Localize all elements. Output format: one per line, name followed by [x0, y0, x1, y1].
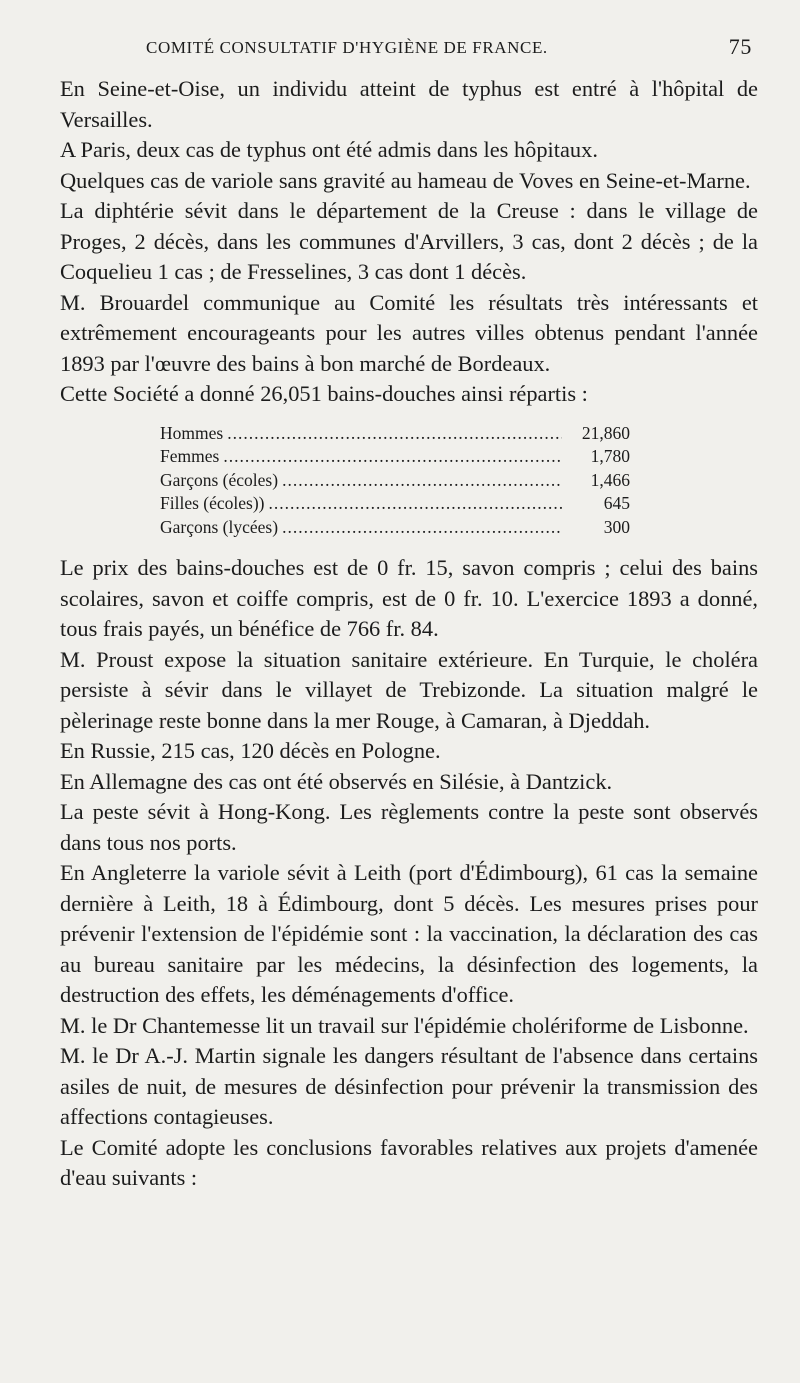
- paragraph: M. Proust expose la situation sanitaire extérieure. En Turquie, le choléra persiste à sévir dans le villayet de Trebizonde. La situation malgré le pèlerinage reste bonne dans la mer Rouge, à Camaran, à Djeddah.: [60, 646, 758, 733]
- paragraph: Le prix des bains-douches est de 0 fr. 15, savon compris ; celui des bains scolaires, savon et coiffe compris, est de 0 fr. 10. L'exercice 1893 a donné, tous frais payés, un bénéfice de 766 fr. 84.: [60, 555, 758, 641]
- row-label: Garçons (écoles): [160, 469, 279, 490]
- paragraph: En Allemagne des cas ont été observés en Silésie, à Dantzick.: [60, 768, 613, 794]
- row-label: Hommes: [160, 422, 224, 443]
- table-row: [160, 492, 630, 516]
- header-title: COMITÉ CONSULTATIF D'HYGIÈNE DE FRANCE.: [146, 38, 548, 57]
- table-row: [160, 516, 630, 540]
- paragraph: M. Brouardel communique au Comité les résultats très intéressants et extrêmement encourageants pour les autres villes obtenus pendant l'année 1893 par l'œuvre des bains à bon marché de Bordeaux.: [60, 289, 758, 376]
- row-value: 1,466: [590, 469, 630, 490]
- dot-leader: [282, 516, 562, 540]
- table-row: [160, 445, 630, 469]
- row-value: 645: [603, 493, 630, 513]
- row-label: Garçons (lycées): [160, 516, 279, 537]
- paragraph: A Paris, deux cas de typhus ont été admis dans les hôpitaux.: [60, 137, 598, 162]
- dot-leader: [282, 469, 562, 493]
- paragraph: La diphtérie sévit dans le département de la Creuse : dans le village de Proges, 2 décès, dans les communes d'Arvillers, 3 cas, dont 2 décès ; de la Coquelieu 1 cas ; de Fresselines, 3 cas dont 1 décès.: [60, 198, 758, 284]
- table-row: [160, 469, 630, 493]
- dot-leader: [223, 445, 562, 469]
- paragraph: M. le Dr A.-J. Martin signale les dangers résultant de l'absence dans certains asiles de nuit, de mesures de désinfection pour prévenir la transmission des affections contagieuses.: [60, 1043, 758, 1129]
- paragraph: Le Comité adopte les conclusions favorables relatives aux projets d'amenée d'eau suivants :: [60, 1134, 758, 1190]
- paragraph: Cette Société a donné 26,051 bains-douches ainsi répartis :: [60, 381, 588, 406]
- row-value: 1,780: [590, 446, 630, 466]
- row-label: Filles (écoles)): [160, 493, 265, 513]
- dot-leader: [227, 422, 562, 446]
- dot-leader: [268, 492, 562, 516]
- row-label: Femmes: [160, 446, 220, 466]
- paragraph: En Russie, 215 cas, 120 décès en Pologne.: [60, 738, 441, 763]
- row-value: 300: [603, 516, 630, 537]
- running-header: [60, 32, 758, 74]
- paragraph: Quelques cas de variole sans gravité au hameau de Voves en Seine-et-Marne.: [60, 167, 751, 193]
- page-number: 75: [728, 34, 752, 59]
- baths-distribution-table: [160, 422, 630, 540]
- paragraph: La peste sévit à Hong-Kong. Les règlements contre la peste sont observés dans tous nos ports.: [60, 799, 758, 855]
- paragraph: M. le Dr Chantemesse lit un travail sur l'épidémie cholériforme de Lisbonne.: [60, 1012, 749, 1038]
- table-row: [160, 422, 630, 446]
- row-value: 21,860: [581, 422, 630, 443]
- paragraph: En Angleterre la variole sévit à Leith (port d'Édimbourg), 61 cas la semaine dernière à Leith, 18 à Édimbourg, dont 5 décès. Les mesures prises pour prévenir l'extension de l'épidémie sont : la vaccination, la déclaration des cas au bureau sanitaire par les médecins, la désinfection des logements, la destruction des effets, les déménagements d'office.: [60, 860, 758, 1007]
- paragraph: En Seine-et-Oise, un individu atteint de typhus est entré à l'hôpital de Versailles.: [60, 76, 758, 132]
- body-text: [60, 74, 758, 1194]
